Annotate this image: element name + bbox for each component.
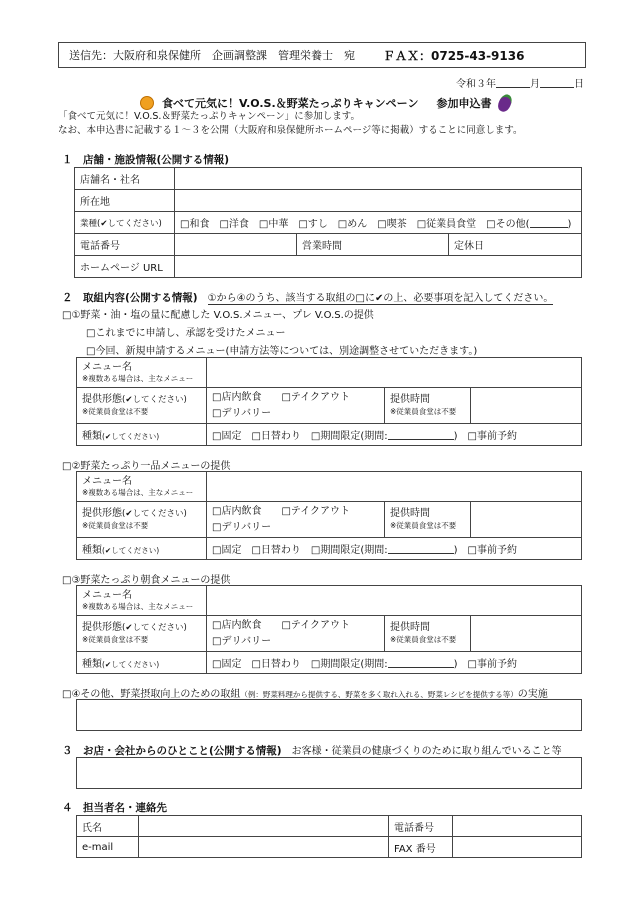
section3-heading: [62, 742, 562, 758]
item4-field[interactable]: [76, 699, 582, 731]
time-field[interactable]: [471, 388, 582, 424]
email-label: e-mail: [77, 837, 139, 858]
form-opt-delivery[interactable]: □デリバリー: [212, 521, 272, 533]
homepage-field[interactable]: [175, 256, 582, 278]
form-options[interactable]: [207, 388, 385, 424]
form-note: ※従業員食堂は不要: [82, 634, 149, 644]
email-field[interactable]: [139, 837, 389, 858]
section2-instruction: ①から④のうち、該当する取組の□に✔の上、必要事項を記入してください。: [207, 293, 554, 304]
item3-heading[interactable]: □③野菜たっぷり朝食メニューの提供: [62, 575, 231, 586]
period-blank[interactable]: [388, 430, 454, 440]
business-options-text: □和食 □洋食 □中華 □すし □めん □喫茶 □従業員食堂 □その他(: [180, 219, 530, 230]
business-close: ): [567, 219, 572, 230]
shop-name-field[interactable]: [175, 168, 582, 190]
fax-field[interactable]: [453, 837, 582, 858]
time-cell: [385, 502, 471, 538]
fax-number: ＦＡＸ：0725-43-9136: [383, 48, 525, 63]
period-blank[interactable]: [388, 658, 454, 668]
intro-line-2: なお、本申込書に記載する１～３を公開（大阪府和泉保健所ホームページ等に掲載）することに同意します。: [58, 125, 523, 136]
time-note: ※従業員食堂は不要: [390, 634, 457, 644]
contact-phone-field[interactable]: [453, 816, 582, 837]
form-note: ※従業員食堂は不要: [82, 520, 149, 530]
menu-name-label: メニュー名: [82, 475, 132, 487]
menu-name-cell: [77, 358, 207, 388]
form-opt-dinein[interactable]: □店内飲食: [212, 619, 262, 631]
onion-icon: [140, 96, 154, 110]
time-label: 提供時間: [390, 393, 430, 405]
item4-heading[interactable]: [62, 685, 548, 700]
form-label: 提供形態: [82, 507, 122, 519]
form-check: (✔してください): [122, 394, 187, 405]
kind-cell: [77, 652, 207, 674]
menu-name-cell: [77, 586, 207, 616]
time-label: 提供時間: [390, 621, 430, 633]
contact-phone-label: 電話番号: [389, 816, 453, 837]
form-opt-dinein[interactable]: □店内飲食: [212, 391, 262, 403]
section2-title: ２ 取組内容(公開する情報): [62, 292, 198, 304]
shop-name-label: 店舗名・社名: [75, 168, 175, 190]
section4-heading: ４ 担当者名・連絡先: [62, 802, 167, 814]
kind-options[interactable]: [207, 538, 582, 560]
time-label: 提供時間: [390, 507, 430, 519]
kind-close[interactable]: ) □事前予約: [453, 431, 517, 442]
item4-end: の実施: [517, 689, 548, 700]
hours-label: 営業時間: [297, 234, 349, 256]
menu-name-field[interactable]: [207, 586, 582, 616]
item4-example: （例：野菜料理から提供する、野菜を多く取れ入れる、野菜レシピを提供する等）: [240, 690, 518, 699]
date-line: [456, 75, 584, 90]
kind-check: (✔してください): [102, 546, 160, 555]
address-field[interactable]: [175, 190, 582, 212]
form-cell: [77, 502, 207, 538]
year-blank[interactable]: [496, 78, 530, 88]
kind-cell: [77, 538, 207, 560]
day-blank[interactable]: [540, 78, 574, 88]
contact-table: [76, 815, 582, 858]
time-cell: [385, 616, 471, 652]
form-opt-takeout[interactable]: □テイクアウト: [281, 505, 351, 517]
date-era: 令和３年: [456, 79, 496, 90]
time-field[interactable]: [471, 502, 582, 538]
time-note: ※従業員食堂は不要: [390, 520, 457, 530]
form-opt-delivery[interactable]: □デリバリー: [212, 635, 272, 647]
menu-note: ※複数ある場合は、主なメニュー: [82, 601, 194, 611]
closed-label: 定休日: [449, 234, 497, 256]
address-label: 所在地: [75, 190, 175, 212]
name-label: 氏名: [77, 816, 139, 837]
kind-options[interactable]: [207, 652, 582, 674]
hours-field[interactable]: [349, 234, 449, 256]
recipient-text: 送信先：大阪府和泉保健所 企画調整課 管理栄養士 宛: [69, 49, 355, 62]
form-cell: [77, 616, 207, 652]
phone-label: 電話番号: [75, 234, 175, 256]
kind-close[interactable]: ) □事前予約: [453, 545, 517, 556]
menu-note: ※複数ある場合は、主なメニュー: [82, 373, 194, 383]
intro-text: [58, 110, 523, 138]
period-blank[interactable]: [388, 544, 454, 554]
section1-heading: １ 店舗・施設情報(公開する情報): [62, 154, 230, 166]
kind-label: 種類: [82, 659, 102, 670]
business-type-options[interactable]: [175, 212, 582, 234]
section3-note: お客様・従業員の健康づくりのために取り組んでいること等: [291, 746, 562, 757]
item1-sub1[interactable]: □これまでに申請し、承認を受けたメニュー: [86, 328, 286, 339]
time-note: ※従業員食堂は不要: [390, 406, 457, 416]
menu-table-1: [76, 357, 582, 446]
time-cell: [385, 388, 471, 424]
form-note: ※従業員食堂は不要: [82, 406, 149, 416]
menu-name-label: メニュー名: [82, 589, 132, 601]
closed-field[interactable]: [497, 234, 582, 256]
form-cell: [77, 388, 207, 424]
date-day-label: 日: [574, 79, 584, 90]
homepage-label: ホームページ URL: [75, 256, 175, 278]
kind-label: 種類: [82, 431, 102, 442]
menu-table-3: [76, 585, 582, 674]
menu-table-2: [76, 471, 582, 560]
menu-name-cell: [77, 472, 207, 502]
fax-header: [58, 42, 586, 68]
form-opt-delivery[interactable]: □デリバリー: [212, 407, 272, 419]
form-check: (✔してください): [122, 508, 187, 519]
shop-info-table: [74, 167, 582, 278]
form-options[interactable]: [207, 616, 385, 652]
item1-heading[interactable]: □①野菜・油・塩の量に配慮した V.O.S.メニュー、プレ V.O.S.の提供: [62, 310, 374, 321]
kind-options[interactable]: [207, 424, 582, 446]
name-field[interactable]: [139, 816, 389, 837]
section2-heading: [62, 289, 553, 305]
kind-cell: [77, 424, 207, 446]
item2-heading[interactable]: □②野菜たっぷり一品メニューの提供: [62, 461, 231, 472]
kind-label: 種類: [82, 545, 102, 556]
form-label: 提供形態: [82, 621, 122, 633]
phone-field[interactable]: [175, 234, 297, 256]
form-check: (✔してください): [122, 622, 187, 633]
kind-opts[interactable]: □固定 □日替わり □期間限定(期間:: [212, 659, 388, 670]
item1-sub2[interactable]: □今回、新規申請するメニュー(申請方法等については、別途調整させていただきます。): [86, 346, 478, 357]
kind-check: (✔してください): [102, 432, 160, 441]
form-label: 提供形態: [82, 393, 122, 405]
fax-label: FAX 番号: [389, 837, 453, 858]
kind-opts[interactable]: □固定 □日替わり □期間限定(期間:: [212, 545, 388, 556]
kind-opts[interactable]: □固定 □日替わり □期間限定(期間:: [212, 431, 388, 442]
title-sub: 参加申込書: [436, 97, 492, 110]
menu-name-field[interactable]: [207, 472, 582, 502]
business-type-label: 業種(✔してください): [75, 212, 175, 234]
menu-name-field[interactable]: [207, 358, 582, 388]
menu-note: ※複数ある場合は、主なメニュー: [82, 487, 194, 497]
item4-label[interactable]: □④その他、野菜摂取向上のための取組: [62, 689, 241, 700]
form-options[interactable]: [207, 502, 385, 538]
intro-line-1: 「食べて元気に！V.O.S.＆野菜たっぷりキャンペーン」に参加します。: [58, 111, 361, 122]
title-main: 食べて元気に！V.O.S.＆野菜たっぷりキャンペーン: [162, 97, 419, 110]
time-field[interactable]: [471, 616, 582, 652]
form-opt-takeout[interactable]: □テイクアウト: [281, 619, 351, 631]
menu-name-label: メニュー名: [82, 361, 132, 373]
section3-title: ３ お店・会社からのひとこと(公開する情報): [62, 745, 282, 757]
kind-close[interactable]: ) □事前予約: [453, 659, 517, 670]
message-field[interactable]: [76, 757, 582, 789]
other-blank[interactable]: [530, 218, 568, 228]
form-opt-takeout[interactable]: □テイクアウト: [281, 391, 351, 403]
form-opt-dinein[interactable]: □店内飲食: [212, 505, 262, 517]
kind-check: (✔してください): [102, 660, 160, 669]
date-month-label: 月: [530, 79, 540, 90]
